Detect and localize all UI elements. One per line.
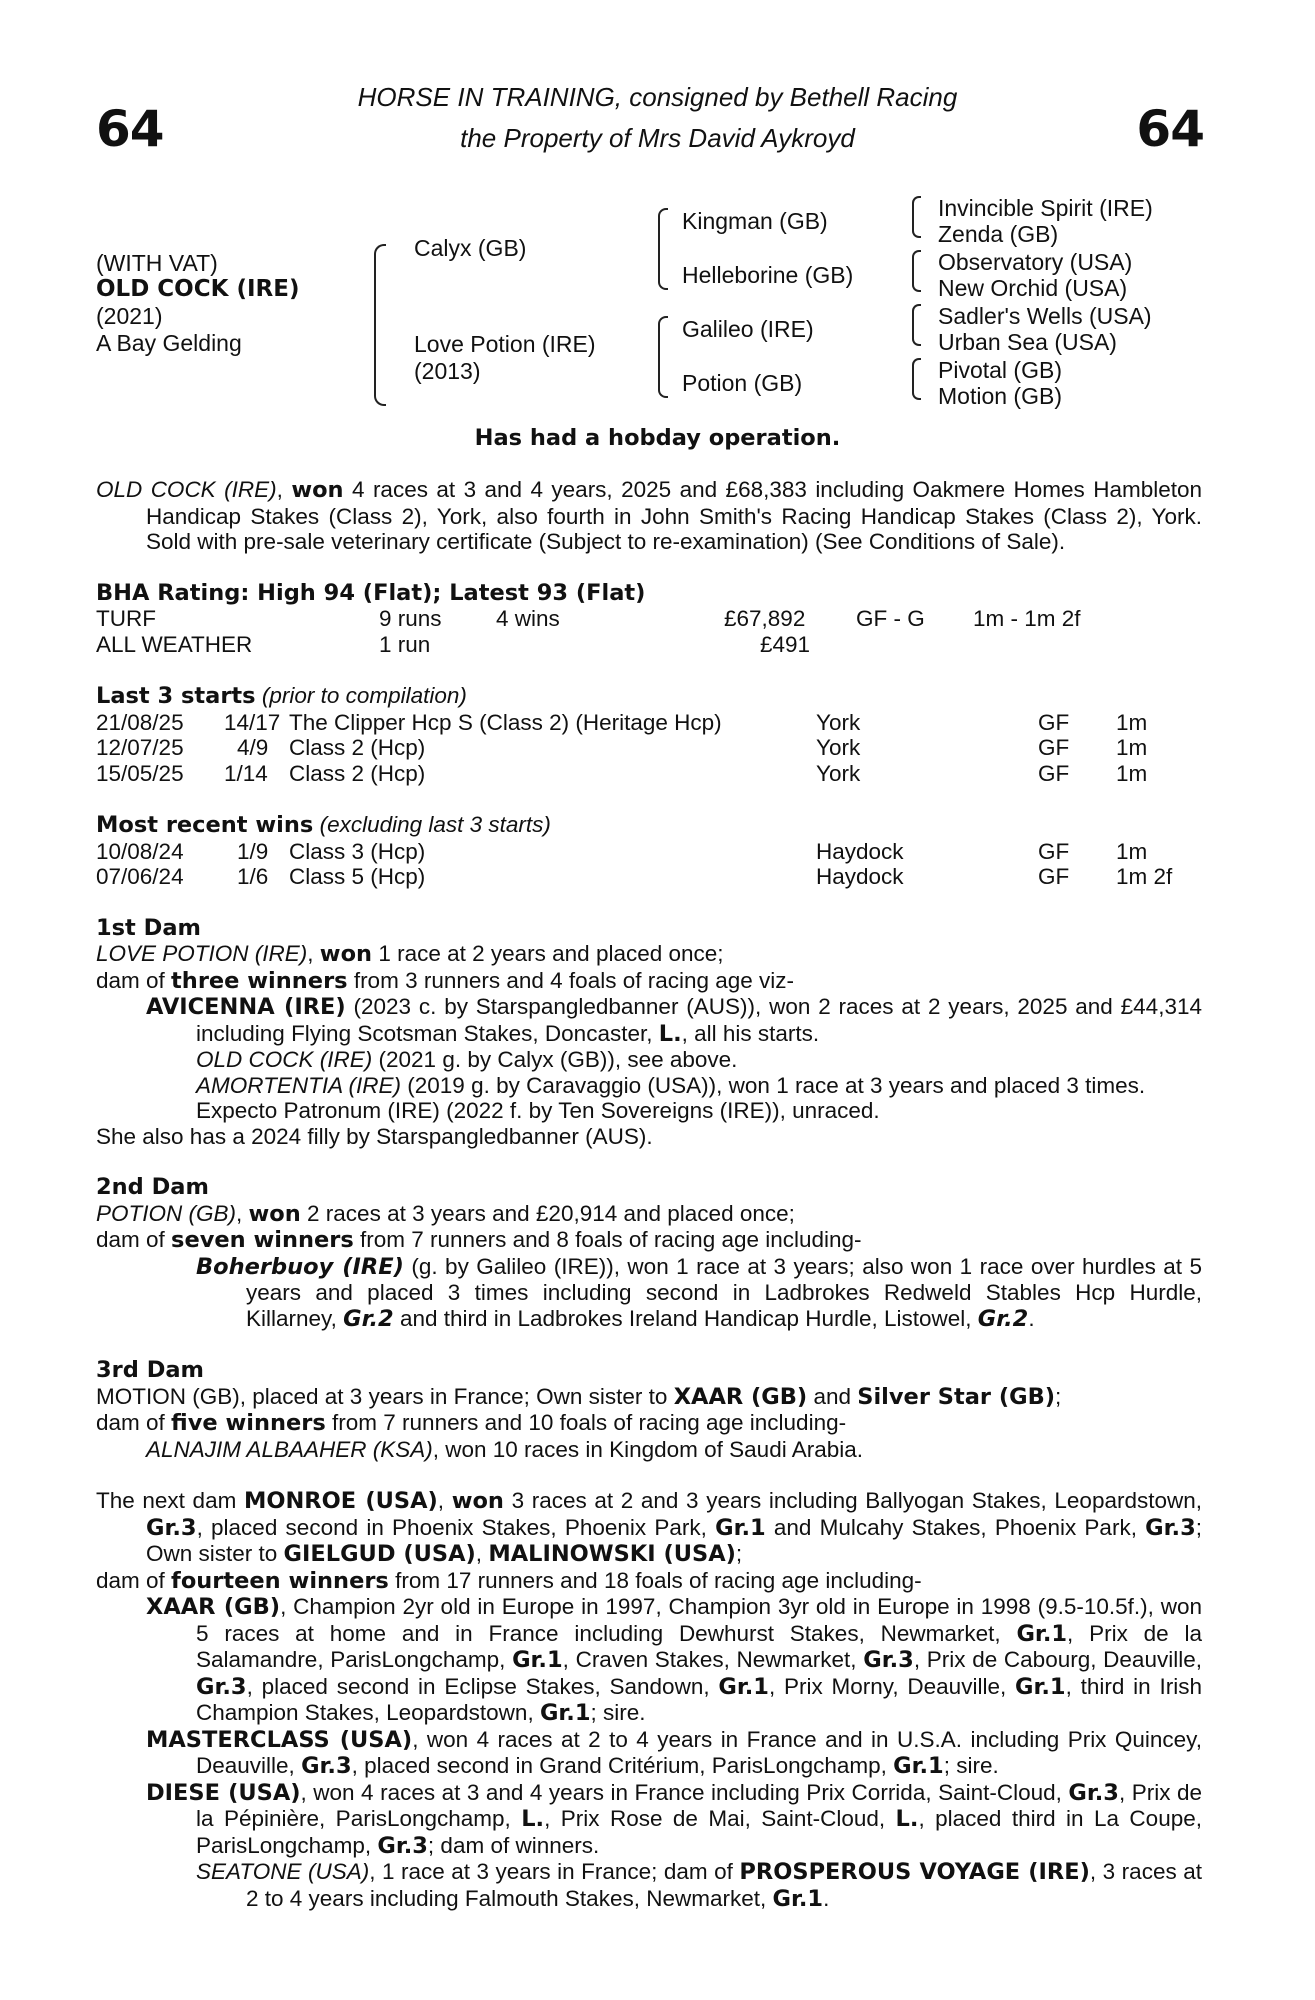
rating-heading: BHA Rating: High 94 (Flat); Latest 93 (Flat): [96, 579, 646, 606]
second-dam-section: 2nd Dam POTION (GB), won 2 races at 3 years and £20,914 and placed once; dam of seven winners from 7 runners and 8 foals of racing age including- Boherbuoy (IRE) (g. by Galileo (IRE)), won 1 race at 3 years; also won 1 race over hurdles at 5 years and placed 3 times including second in Ladbrokes Redweld Stables Hcp Hurdle, Killarney, Gr.2 and third in Ladbrokes Ireland Handicap Hurdle, Listowel, Gr.2.: [96, 1174, 1203, 1332]
start-row: 12/07/25 4/9 Class 2 (Hcp) York GF 1m: [96, 735, 1148, 760]
gen4-invincible-spirit: Invincible Spirit (IRE): [938, 195, 1153, 221]
summary-text: 4 races at 3 and 4 years, 2025 and £68,383 including Oakmere Homes Hambleton Handicap Stakes (Class 2), York, also fourth in John Smith's Racing Handicap Stakes (Class 2), York. Sold with pre-sale veterinary certificate (Subject to re-examination) (See Conditions of Sale).: [146, 477, 1203, 554]
horse-description: A Bay Gelding: [96, 330, 242, 356]
rating-row-all-weather: [96, 632, 1202, 658]
horse-year: (2021): [96, 303, 163, 329]
property-line: the Property of Mrs David Aykroyd: [460, 123, 855, 153]
last-starts-heading: Last 3 starts: [96, 683, 256, 709]
gen3-potion: Potion (GB): [682, 370, 803, 396]
progeny-entry: XAAR (GB), Champion 2yr old in Europe in 1997, Champion 3yr old in Europe in 1998 (9.5-10.5f.), won 5 races at home and in France including Dewhurst Stakes, Newmarket, Gr.1, Prix de la Salamandre, ParisLongchamp, Gr.1, Craven Stakes, Newmarket, Gr.3, Prix de Cabourg, Deauville, Gr.3, placed second in Eclipse Stakes, Sandown, Gr.1, Prix Morny, Deauville, Gr.1, third in Irish Champion Stakes, Leopardstown, Gr.1; sire.: [146, 1594, 1202, 1726]
summary-paragraph: OLD COCK (IRE), won 4 races at 3 and 4 years, 2025 and £68,383 including Oakmere Homes Hambleton Handicap Stakes (Class 2), York, also fourth in John Smith's Racing Handicap Stakes (Class 2), York. Sold with pre-sale veterinary certificate (Subject to re-examination) (See Conditions of Sale).: [96, 477, 1203, 554]
first-dam-heading: 1st Dam: [96, 914, 201, 941]
rating-prize: £491: [760, 631, 811, 657]
rating-going: GF - G: [856, 606, 925, 631]
win-row: 10/08/24 1/9 Class 3 (Hcp) Haydock GF 1m: [96, 838, 1148, 864]
sire-name: Calyx (GB): [414, 235, 527, 261]
progeny-entry: OLD COCK (IRE) (2021 g. by Calyx (GB)), see above.: [196, 1047, 738, 1072]
main-text: [96, 477, 1202, 1912]
rating-distance: 1m - 1m 2f: [973, 606, 1081, 631]
win-row: 07/06/24 1/6 Class 5 (Hcp) Haydock GF 1m 2f: [96, 864, 1173, 889]
gen4-sadlers-wells: Sadler's Wells (USA): [938, 303, 1152, 329]
start-row: 21/08/25 14/17 The Clipper Hcp S (Class 2) (Heritage Hcp) York GF 1m: [96, 709, 1148, 735]
next-dam-section: The next dam MONROE (USA), won 3 races at 2 and 3 years including Ballyogan Stakes, Leopardstown, Gr.3, placed second in Phoenix Stakes, Phoenix Park, Gr.1 and Mulcahy Stakes, Phoenix Park, Gr.3; Own sister to GIELGUD (USA), MALINOWSKI (USA); dam of fourteen winners from 17 runners and 18 foals of racing age including- XAAR (GB), Champion 2yr old in Europe in 1997, Champion 3yr old in Europe in 1998 (9.5-10.5f.), won 5 races at home and in France including Dewhurst Stakes, Newmarket, Gr.1, Prix de la Salamandre, ParisLongchamp, Gr.1, Craven Stakes, Newmarket, Gr.3, Prix de Cabourg, Deauville, Gr.3, placed second in Eclipse Stakes, Sandown, Gr.1, Prix Morny, Deauville, Gr.1, third in Irish Champion Stakes, Leopardstown, Gr.1; sire. MASTERCLASS (USA), won 4 races at 2 to 4 years in France and in U.S.A. including Prix Quincey, Deauville, Gr.3, placed second in Grand Critérium, ParisLongchamp, Gr.1; sire. DIESE (USA), won 4 races at 3 and 4 years in France including Prix Corrida, Saint-Cloud, Gr.3, Prix de la Pépinière, ParisLongchamp, L., Prix Rose de Mai, Saint-Cloud, L., placed third in La Coupe, ParisLongchamp, Gr.3; dam of winners. SEATONE (USA), 1 race at 3 years in France; dam of PROSPEROUS VOYAGE (IRE), 3 races at 2 to 4 years including Falmouth Stakes, Newmarket, Gr.1.: [96, 1488, 1202, 1912]
rating-surface: ALL WEATHER: [96, 631, 253, 657]
first-dam-section: 1st Dam LOVE POTION (IRE), won 1 race at 2 years and placed once; dam of three winners from 3 runners and 4 foals of racing age viz- AVICENNA (IRE) (2023 c. by Starspangledbanner (AUS)), won 2 races at 2 years, 2025 and £44,314 including Flying Scotsman Stakes, Doncaster, L., all his starts. OLD COCK (IRE) (2021 g. by Calyx (GB)), see above. AMORTENTIA (IRE) (2019 g. by Caravaggio (USA)), won 1 race at 3 years and placed 3 times. Expecto Patronum (IRE) (2022 f. by Ten Sovereigns (IRE)), unraced. She also has a 2024 filly by Starspangledbanner (AUS).: [96, 914, 1202, 1149]
gen3-helleborine: Helleborine (GB): [682, 262, 854, 288]
dam-footer: She also has a 2024 filly by Starspangledbanner (AUS).: [96, 1123, 653, 1149]
start-row: 15/05/25 1/14 Class 2 (Hcp) York GF 1m: [96, 760, 1148, 786]
last-starts-subheading: (prior to compilation): [261, 683, 467, 708]
progeny-entry: AMORTENTIA (IRE) (2019 g. by Caravaggio (USA)), won 1 race at 3 years and placed 3 times.: [196, 1072, 1146, 1098]
second-dam-heading: 2nd Dam: [96, 1174, 209, 1200]
progeny-entry: Expecto Patronum (IRE) (2022 f. by Ten Sovereigns (IRE)), unraced.: [196, 1098, 880, 1123]
recent-wins-subheading: (excluding last 3 starts): [319, 812, 551, 837]
rating-runs: 9 runs: [379, 606, 442, 631]
summary-horse-name: OLD COCK (IRE): [96, 477, 277, 502]
rating-wins: 4 wins: [496, 606, 560, 631]
lot-number-right: 64: [1136, 100, 1204, 158]
third-dam-section: 3rd Dam MOTION (GB), placed at 3 years in France; Own sister to XAAR (GB) and Silver Star (GB); dam of five winners from 7 runners and 10 foals of racing age including- ALNAJIM ALBAAHER (KSA), won 10 races in Kingdom of Saudi Arabia.: [96, 1358, 1202, 1462]
dam-name: Love Potion (IRE): [414, 331, 596, 357]
progeny-entry: AVICENNA (IRE) (2023 c. by Starspangledbanner (AUS)), won 2 races at 2 years, 2025 and £44,314 including Flying Scotsman Stakes, Doncaster, L., all his starts.: [146, 994, 1202, 1047]
rating-surface: TURF: [96, 606, 156, 631]
dam-year: (2013): [414, 358, 481, 384]
recent-wins-heading: Most recent wins: [96, 812, 314, 838]
vat-label: (WITH VAT): [96, 250, 218, 276]
dam-name: POTION (GB): [96, 1200, 236, 1226]
lot-number-left: 64: [96, 100, 164, 158]
rating-runs: 1 run: [379, 631, 431, 657]
third-dam-heading: 3rd Dam: [96, 1357, 204, 1383]
gen4-observatory: Observatory (USA): [938, 249, 1133, 275]
gen4-pivotal: Pivotal (GB): [938, 357, 1062, 383]
next-dam-paragraph: The next dam MONROE (USA), won 3 races at 2 and 3 years including Ballyogan Stakes, Leopardstown, Gr.3, placed second in Phoenix Stakes, Phoenix Park, Gr.1 and Mulcahy Stakes, Phoenix Park, Gr.3; Own sister to GIELGUD (USA), MALINOWSKI (USA);: [96, 1488, 1202, 1567]
recent-wins-section: [96, 812, 1202, 890]
gen3-kingman: Kingman (GB): [682, 208, 828, 234]
progeny-entry: DIESE (USA), won 4 races at 3 and 4 years in France including Prix Corrida, Saint-Cloud, Gr.3, Prix de la Pépinière, ParisLongchamp, L., Prix Rose de Mai, Saint-Cloud, L., placed third in La Coupe, ParisLongchamp, Gr.3; dam of winners.: [146, 1779, 1202, 1859]
gen4-urban-sea: Urban Sea (USA): [938, 329, 1117, 355]
progeny-entry: SEATONE (USA), 1 race at 3 years in France; dam of PROSPEROUS VOYAGE (IRE), 3 races at 2 to 4 years including Falmouth Stakes, Newmarket, Gr.1.: [196, 1859, 1202, 1912]
summary-won: won: [291, 477, 344, 503]
rating-prize: £67,892: [724, 606, 806, 631]
horse-name: OLD COCK (IRE): [96, 276, 300, 302]
progeny-entry: ALNAJIM ALBAAHER (KSA), won 10 races in Kingdom of Saudi Arabia.: [146, 1436, 864, 1462]
rating-section: [96, 581, 1202, 658]
gen4-zenda: Zenda (GB): [938, 221, 1059, 247]
hobday-note: Has had a hobday operation.: [474, 425, 841, 451]
progeny-entry: MASTERCLASS (USA), won 4 races at 2 to 4 years in France and in U.S.A. including Prix Quincey, Deauville, Gr.3, placed second in Grand Critérium, ParisLongchamp, Gr.1; sire.: [146, 1726, 1202, 1779]
last-starts-section: [96, 683, 1202, 786]
gen3-galileo: Galileo (IRE): [682, 316, 814, 342]
progeny-entry: Boherbuoy (IRE) (g. by Galileo (IRE)), won 1 race at 3 years; also won 1 race over hurdles at 5 years and placed 3 times including second in Ladbrokes Redweld Stables Hcp Hurdle, Killarney, Gr.2 and third in Ladbrokes Ireland Handicap Hurdle, Listowel, Gr.2.: [196, 1253, 1203, 1332]
gen4-motion: Motion (GB): [938, 383, 1062, 409]
dam-name: LOVE POTION (IRE): [96, 941, 308, 966]
rating-row-turf: [96, 606, 1202, 632]
gen4-new-orchid: New Orchid (USA): [938, 275, 1128, 301]
consignor-line: HORSE IN TRAINING, consigned by Bethell Racing: [357, 82, 958, 112]
